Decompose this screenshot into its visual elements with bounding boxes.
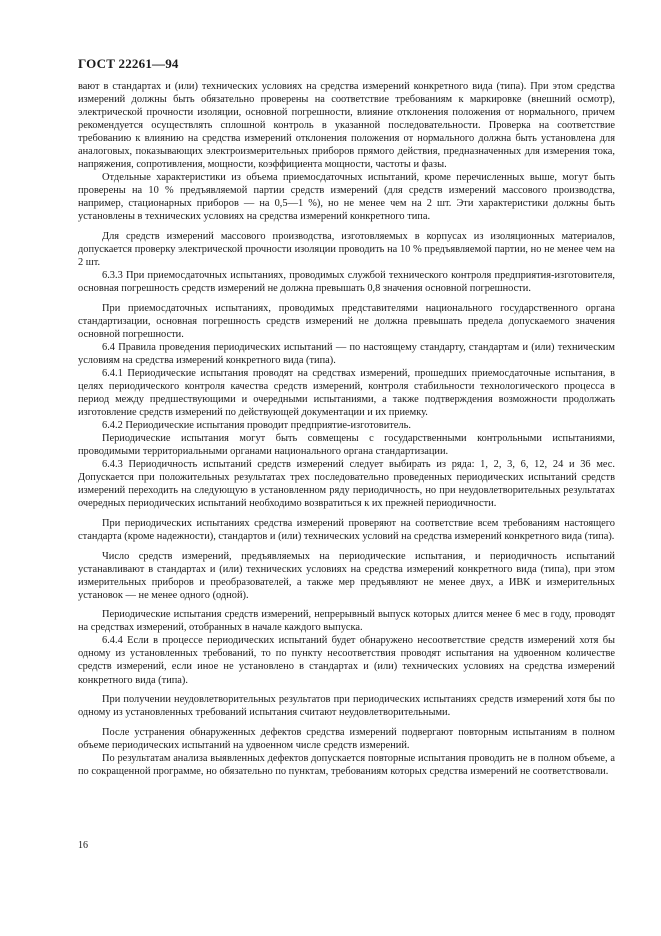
paragraph: Для средств измерений массового производства, изготовляемых в корпусах из изоляционных материалов, допускается проверку электрической прочности изоляции проводить на 10 % предъявляемой партии, но не менее чем на 2 шт. (78, 231, 615, 269)
paragraph: 6.4.4 Если в процессе периодических испытаний будет обнаружено несоответствие средств измерений хотя бы одному из установленных требований, то по пункту несоответствия проводят испытания на удвоенном количестве средств измерений, если иное не установлено в стандартах и (или) технических условиях на средства измерений конкретного вида (типа). (78, 635, 615, 686)
paragraph: Периодические испытания могут быть совмещены с государственными контрольными испытаниями, проводимыми территориальными органами национального органа стандартизации. (78, 433, 615, 458)
paragraph: 6.4.3 Периодичность испытаний средств измерений следует выбирать из ряда: 1, 2, 3, 6, 12, 24 и 36 мес. Допускается при положительных результатах трех последовательно проведенных периодических испытаний средств измерений переходить на следующую в установленном ряду периодичность, но при неудовлетворительных результатах очередных периодических испытаний необходимо возвратиться к их прежней периодичности. (78, 459, 615, 510)
paragraph: 6.4 Правила проведения периодических испытаний — по настоящему стандарту, стандартам и (или) техническим условиям на средства измерений конкретного вида (типа). (78, 341, 615, 366)
document-body (78, 80, 615, 778)
paragraph: При приемосдаточных испытаниях, проводимых представителями национального государственного органа стандартизации, основная погрешность средств измерений не должна превышать предела допускаемого значения основной погрешности. (78, 302, 615, 340)
paragraph: Число средств измерений, предъявляемых на периодические испытания, и периодичность испытаний устанавливают в стандартах и (или) технических условиях на средства измерений конкретного вида (типа), при этом измерительных приборов и преобразователей, а также мер предъявляют не менее двух, а ИВК и измерительных установок — не менее одного (одной). (78, 550, 615, 601)
paragraph: По результатам анализа выявленных дефектов допускается повторные испытания проводить не в полном объеме, а по сокращенной программе, но обязательно по пунктам, требованиям которых средства измерений не соответствовали. (78, 752, 615, 777)
page-number: 16 (78, 840, 88, 851)
document-header: ГОСТ 22261—94 (78, 56, 179, 71)
paragraph: Периодические испытания средств измерений, непрерывный выпуск которых длится менее 6 мес в году, проводят на средствах измерений, отобранных в начале каждого выпуска. (78, 609, 615, 634)
paragraph: После устранения обнаруженных дефектов средства измерений подвергают повторным испытаниям в полном объеме периодических испытаний на удвоенном числе средств измерений. (78, 726, 615, 751)
paragraph: 6.4.2 Периодические испытания проводит предприятие-изготовитель. (102, 420, 411, 432)
paragraph: При периодических испытаниях средства измерений проверяют на соответствие всем требованиям настоящего стандарта (кроме надежности), стандартов и (или) технических условий на средства измерений конкретного вида (типа). (78, 518, 615, 543)
paragraph: 6.4.1 Периодические испытания проводят на средствах измерений, прошедших приемосдаточные испытания, в целях периодического контроля качества средств измерений, контроля стабильности технологического процесса в период между предшествующими и очередными испытаниями, а также подтверждения возможности продолжать изготовление средств измерений по действующей документации и их приемку. (78, 367, 615, 419)
paragraph: вают в стандартах и (или) технических условиях на средства измерений конкретного вида (типа). При этом средства измерений должны быть обязательно проверены на соответствие требованиям к маркировке (внешний осмотр), электрической прочности изоляции, основной погрешности, влияние отклонения положения от нормального, причем рекомендуется осуществлять сплошной контроль в указанной последовательности. Проверка на соответствие требованию к влиянию на средства измерений отклонения положения от нормального должна быть установлена для аналоговых, показывающих электроизмерительных приборов прямого действия, предназначенных для измерения тока, напряжения, сопротивления, мощности, коэффициента мощности, частоты и фазы. (78, 81, 615, 171)
paragraph: Отдельные характеристики из объема приемосдаточных испытаний, кроме перечисленных выше, могут быть проверены на 10 % предъявляемой партии средств измерений (для средств измерений массового производства, например, стационарных приборов — на 0,5—1 %), но не менее чем на 2 шт. Эти характеристики должны быть установлены в технических условиях на средства измерений конкретного типа. (78, 172, 615, 223)
paragraph: 6.3.3 При приемосдаточных испытаниях, проводимых службой технического контроля предприятия-изготовителя, основная погрешность средств измерений не должна превышать 0,8 значения основной погрешности. (78, 270, 615, 295)
paragraph: При получении неудовлетворительных результатов при периодических испытаниях средств измерений хотя бы по одному из установленных требований испытания считают неудовлетворительными. (78, 694, 615, 719)
